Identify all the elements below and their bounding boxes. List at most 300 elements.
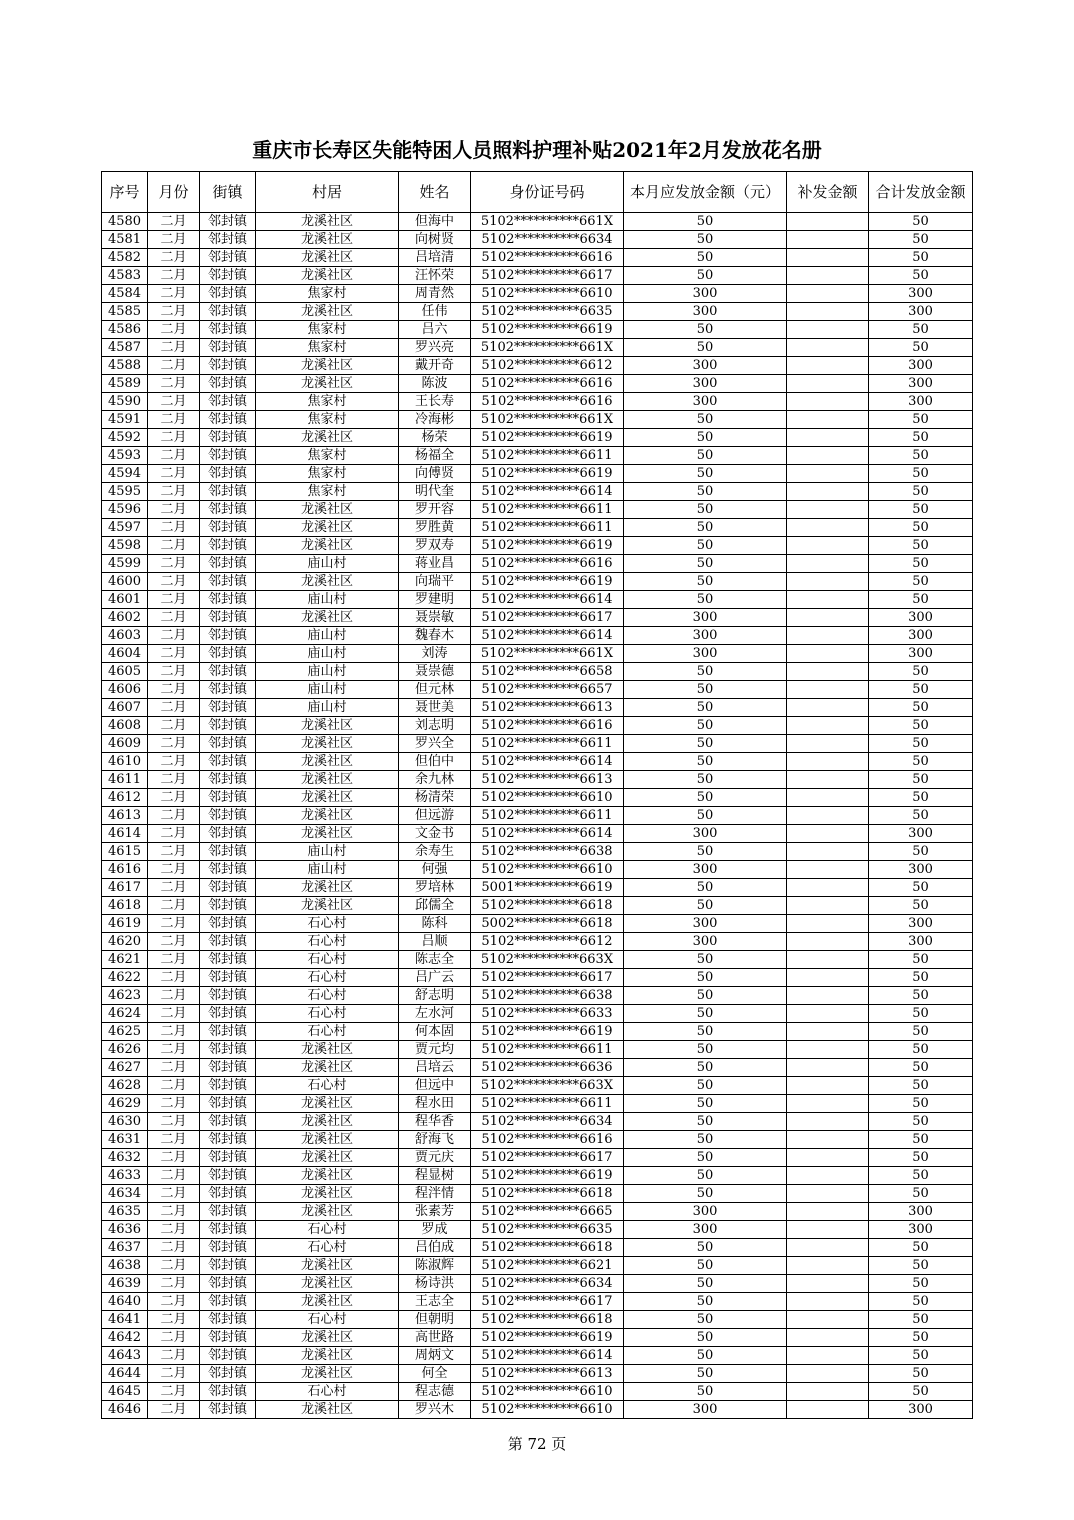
- cell-total: 50: [869, 1347, 973, 1365]
- cell-month: 二月: [148, 1383, 200, 1401]
- cell-month: 二月: [148, 897, 200, 915]
- cell-index: 4642: [102, 1329, 148, 1347]
- cell-name: 陈淑辉: [399, 1257, 471, 1275]
- cell-supplement: [787, 1005, 869, 1023]
- cell-village: 龙溪社区: [256, 789, 399, 807]
- cell-id-number: 5102**********6619: [471, 1329, 624, 1347]
- cell-index: 4639: [102, 1275, 148, 1293]
- cell-town: 邻封镇: [200, 1221, 256, 1239]
- cell-month: 二月: [148, 393, 200, 411]
- cell-supplement: [787, 1401, 869, 1419]
- cell-index: 4624: [102, 1005, 148, 1023]
- table-row: [102, 339, 973, 357]
- table-row: [102, 951, 973, 969]
- cell-month: 二月: [148, 825, 200, 843]
- cell-index: 4603: [102, 627, 148, 645]
- cell-month: 二月: [148, 1275, 200, 1293]
- cell-monthly-amount: 300: [624, 915, 787, 933]
- cell-total: 50: [869, 1005, 973, 1023]
- cell-month: 二月: [148, 1059, 200, 1077]
- table-row: [102, 1149, 973, 1167]
- table-row: [102, 375, 973, 393]
- table-row: [102, 807, 973, 825]
- cell-id-number: 5102**********6633: [471, 1005, 624, 1023]
- cell-village: 庙山村: [256, 663, 399, 681]
- cell-total: 50: [869, 789, 973, 807]
- cell-town: 邻封镇: [200, 1059, 256, 1077]
- col-header-monthly-amount: 本月应发放金额（元）: [624, 172, 787, 213]
- cell-index: 4582: [102, 249, 148, 267]
- cell-town: 邻封镇: [200, 1239, 256, 1257]
- cell-town: 邻封镇: [200, 519, 256, 537]
- cell-id-number: 5102**********6618: [471, 1311, 624, 1329]
- col-header-index: 序号: [102, 172, 148, 213]
- cell-village: 龙溪社区: [256, 1149, 399, 1167]
- cell-town: 邻封镇: [200, 645, 256, 663]
- cell-supplement: [787, 825, 869, 843]
- cell-index: 4638: [102, 1257, 148, 1275]
- cell-total: 50: [869, 1059, 973, 1077]
- cell-id-number: 5102**********6619: [471, 321, 624, 339]
- cell-total: 50: [869, 573, 973, 591]
- cell-monthly-amount: 50: [624, 951, 787, 969]
- cell-village: 龙溪社区: [256, 375, 399, 393]
- cell-total: 50: [869, 1095, 973, 1113]
- cell-supplement: [787, 861, 869, 879]
- table-row: [102, 483, 973, 501]
- cell-town: 邻封镇: [200, 339, 256, 357]
- cell-month: 二月: [148, 1041, 200, 1059]
- cell-total: 50: [869, 591, 973, 609]
- cell-supplement: [787, 1095, 869, 1113]
- cell-id-number: 5102**********6614: [471, 825, 624, 843]
- cell-town: 邻封镇: [200, 303, 256, 321]
- cell-total: 50: [869, 1383, 973, 1401]
- cell-town: 邻封镇: [200, 1023, 256, 1041]
- cell-name: 罗开容: [399, 501, 471, 519]
- cell-total: 50: [869, 1311, 973, 1329]
- cell-month: 二月: [148, 483, 200, 501]
- cell-monthly-amount: 50: [624, 249, 787, 267]
- cell-index: 4587: [102, 339, 148, 357]
- cell-village: 龙溪社区: [256, 1347, 399, 1365]
- table-row: [102, 267, 973, 285]
- cell-monthly-amount: 300: [624, 375, 787, 393]
- cell-supplement: [787, 393, 869, 411]
- cell-month: 二月: [148, 519, 200, 537]
- cell-id-number: 5102**********6614: [471, 753, 624, 771]
- cell-monthly-amount: 50: [624, 321, 787, 339]
- table-row: [102, 1383, 973, 1401]
- cell-supplement: [787, 501, 869, 519]
- table-row: [102, 843, 973, 861]
- cell-village: 庙山村: [256, 555, 399, 573]
- cell-id-number: 5102**********6618: [471, 1239, 624, 1257]
- cell-monthly-amount: 50: [624, 1347, 787, 1365]
- cell-town: 邻封镇: [200, 1203, 256, 1221]
- cell-id-number: 5102**********6657: [471, 681, 624, 699]
- cell-village: 庙山村: [256, 681, 399, 699]
- cell-month: 二月: [148, 609, 200, 627]
- cell-name: 王长寿: [399, 393, 471, 411]
- cell-town: 邻封镇: [200, 609, 256, 627]
- cell-total: 300: [869, 915, 973, 933]
- cell-name: 罗建明: [399, 591, 471, 609]
- cell-month: 二月: [148, 429, 200, 447]
- cell-monthly-amount: 300: [624, 933, 787, 951]
- cell-monthly-amount: 50: [624, 753, 787, 771]
- col-header-id-number: 身份证号码: [471, 172, 624, 213]
- cell-month: 二月: [148, 627, 200, 645]
- table-row: [102, 285, 973, 303]
- cell-supplement: [787, 1329, 869, 1347]
- cell-town: 邻封镇: [200, 537, 256, 555]
- cell-month: 二月: [148, 987, 200, 1005]
- cell-monthly-amount: 50: [624, 681, 787, 699]
- cell-id-number: 5102**********6619: [471, 573, 624, 591]
- cell-month: 二月: [148, 213, 200, 231]
- cell-monthly-amount: 300: [624, 609, 787, 627]
- cell-monthly-amount: 50: [624, 1275, 787, 1293]
- table-row: [102, 447, 973, 465]
- cell-monthly-amount: 50: [624, 1293, 787, 1311]
- cell-total: 50: [869, 771, 973, 789]
- cell-id-number: 5102**********6611: [471, 807, 624, 825]
- cell-monthly-amount: 50: [624, 1383, 787, 1401]
- cell-id-number: 5102**********6621: [471, 1257, 624, 1275]
- cell-town: 邻封镇: [200, 825, 256, 843]
- cell-total: 300: [869, 1401, 973, 1419]
- cell-month: 二月: [148, 645, 200, 663]
- cell-index: 4644: [102, 1365, 148, 1383]
- cell-village: 焦家村: [256, 339, 399, 357]
- cell-id-number: 5102**********6618: [471, 897, 624, 915]
- cell-supplement: [787, 447, 869, 465]
- cell-village: 焦家村: [256, 393, 399, 411]
- table-row: [102, 591, 973, 609]
- cell-village: 龙溪社区: [256, 1041, 399, 1059]
- cell-index: 4617: [102, 879, 148, 897]
- cell-supplement: [787, 969, 869, 987]
- cell-name: 罗胜黄: [399, 519, 471, 537]
- cell-name: 吕六: [399, 321, 471, 339]
- cell-name: 文金书: [399, 825, 471, 843]
- table-row: [102, 1347, 973, 1365]
- cell-village: 龙溪社区: [256, 1095, 399, 1113]
- table-row: [102, 1275, 973, 1293]
- cell-name: 周青然: [399, 285, 471, 303]
- cell-id-number: 5102**********6638: [471, 843, 624, 861]
- cell-id-number: 5102**********6610: [471, 861, 624, 879]
- cell-month: 二月: [148, 537, 200, 555]
- cell-village: 龙溪社区: [256, 825, 399, 843]
- cell-id-number: 5102**********6665: [471, 1203, 624, 1221]
- cell-total: 50: [869, 1149, 973, 1167]
- col-header-name: 姓名: [399, 172, 471, 213]
- cell-monthly-amount: 300: [624, 861, 787, 879]
- cell-supplement: [787, 735, 869, 753]
- cell-month: 二月: [148, 321, 200, 339]
- cell-town: 邻封镇: [200, 429, 256, 447]
- cell-town: 邻封镇: [200, 1185, 256, 1203]
- cell-index: 4600: [102, 573, 148, 591]
- cell-supplement: [787, 1059, 869, 1077]
- cell-name: 戴开奇: [399, 357, 471, 375]
- cell-id-number: 5102**********6610: [471, 789, 624, 807]
- cell-monthly-amount: 50: [624, 429, 787, 447]
- cell-total: 300: [869, 825, 973, 843]
- cell-town: 邻封镇: [200, 753, 256, 771]
- cell-name: 罗双寿: [399, 537, 471, 555]
- cell-village: 龙溪社区: [256, 753, 399, 771]
- cell-total: 300: [869, 1221, 973, 1239]
- cell-town: 邻封镇: [200, 1077, 256, 1095]
- cell-id-number: 5102**********6634: [471, 1275, 624, 1293]
- cell-name: 罗兴亮: [399, 339, 471, 357]
- cell-monthly-amount: 50: [624, 843, 787, 861]
- cell-id-number: 5102**********6619: [471, 1023, 624, 1041]
- cell-total: 50: [869, 1239, 973, 1257]
- cell-monthly-amount: 300: [624, 627, 787, 645]
- table-row: [102, 573, 973, 591]
- cell-supplement: [787, 1365, 869, 1383]
- cell-index: 4580: [102, 213, 148, 231]
- cell-index: 4631: [102, 1131, 148, 1149]
- cell-id-number: 5102**********6616: [471, 717, 624, 735]
- cell-month: 二月: [148, 753, 200, 771]
- cell-village: 龙溪社区: [256, 1131, 399, 1149]
- cell-monthly-amount: 300: [624, 645, 787, 663]
- cell-town: 邻封镇: [200, 1365, 256, 1383]
- cell-supplement: [787, 1113, 869, 1131]
- cell-monthly-amount: 50: [624, 735, 787, 753]
- cell-index: 4632: [102, 1149, 148, 1167]
- cell-name: 吕顺: [399, 933, 471, 951]
- table-row: [102, 645, 973, 663]
- cell-town: 邻封镇: [200, 213, 256, 231]
- cell-supplement: [787, 933, 869, 951]
- cell-index: 4627: [102, 1059, 148, 1077]
- cell-name: 陈科: [399, 915, 471, 933]
- page-number: 第 72 页: [507, 1435, 567, 1453]
- cell-monthly-amount: 300: [624, 1203, 787, 1221]
- table-row: [102, 1365, 973, 1383]
- cell-month: 二月: [148, 1203, 200, 1221]
- cell-supplement: [787, 663, 869, 681]
- cell-id-number: 5102**********6610: [471, 1401, 624, 1419]
- cell-town: 邻封镇: [200, 897, 256, 915]
- cell-id-number: 5102**********6616: [471, 393, 624, 411]
- cell-monthly-amount: 50: [624, 1005, 787, 1023]
- cell-supplement: [787, 1275, 869, 1293]
- cell-month: 二月: [148, 1095, 200, 1113]
- cell-village: 龙溪社区: [256, 771, 399, 789]
- cell-index: 4591: [102, 411, 148, 429]
- page-title: 重庆市长寿区失能特困人员照料护理补贴2021年2月发放花名册: [252, 138, 822, 162]
- cell-month: 二月: [148, 1401, 200, 1419]
- cell-index: 4605: [102, 663, 148, 681]
- cell-name: 杨诗洪: [399, 1275, 471, 1293]
- cell-village: 石心村: [256, 1383, 399, 1401]
- cell-total: 50: [869, 969, 973, 987]
- cell-total: 50: [869, 843, 973, 861]
- cell-index: 4630: [102, 1113, 148, 1131]
- cell-id-number: 5102**********6638: [471, 987, 624, 1005]
- cell-total: 50: [869, 699, 973, 717]
- cell-town: 邻封镇: [200, 375, 256, 393]
- cell-month: 二月: [148, 1005, 200, 1023]
- cell-month: 二月: [148, 1167, 200, 1185]
- table-row: [102, 987, 973, 1005]
- cell-village: 龙溪社区: [256, 573, 399, 591]
- cell-supplement: [787, 1131, 869, 1149]
- cell-name: 但伯中: [399, 753, 471, 771]
- col-header-month: 月份: [148, 172, 200, 213]
- cell-name: 邱儒全: [399, 897, 471, 915]
- cell-supplement: [787, 267, 869, 285]
- cell-month: 二月: [148, 267, 200, 285]
- cell-village: 龙溪社区: [256, 717, 399, 735]
- table-row: [102, 879, 973, 897]
- cell-supplement: [787, 1239, 869, 1257]
- cell-index: 4593: [102, 447, 148, 465]
- cell-supplement: [787, 483, 869, 501]
- cell-monthly-amount: 50: [624, 1257, 787, 1275]
- cell-index: 4618: [102, 897, 148, 915]
- cell-total: 50: [869, 807, 973, 825]
- table-row: [102, 1113, 973, 1131]
- cell-town: 邻封镇: [200, 717, 256, 735]
- cell-supplement: [787, 1167, 869, 1185]
- cell-index: 4610: [102, 753, 148, 771]
- cell-month: 二月: [148, 843, 200, 861]
- cell-month: 二月: [148, 375, 200, 393]
- cell-id-number: 5102**********6617: [471, 969, 624, 987]
- cell-village: 龙溪社区: [256, 1275, 399, 1293]
- cell-month: 二月: [148, 951, 200, 969]
- cell-index: 4581: [102, 231, 148, 249]
- cell-name: 任伟: [399, 303, 471, 321]
- cell-village: 龙溪社区: [256, 735, 399, 753]
- cell-supplement: [787, 375, 869, 393]
- cell-total: 50: [869, 213, 973, 231]
- cell-village: 龙溪社区: [256, 231, 399, 249]
- cell-name: 杨清荣: [399, 789, 471, 807]
- cell-name: 但元林: [399, 681, 471, 699]
- cell-total: 300: [869, 393, 973, 411]
- table-row: [102, 1257, 973, 1275]
- cell-monthly-amount: 50: [624, 771, 787, 789]
- cell-supplement: [787, 411, 869, 429]
- cell-village: 龙溪社区: [256, 1113, 399, 1131]
- cell-monthly-amount: 300: [624, 825, 787, 843]
- cell-month: 二月: [148, 1149, 200, 1167]
- cell-name: 程华香: [399, 1113, 471, 1131]
- cell-id-number: 5102**********6616: [471, 555, 624, 573]
- cell-town: 邻封镇: [200, 933, 256, 951]
- cell-index: 4626: [102, 1041, 148, 1059]
- cell-id-number: 5102**********6616: [471, 375, 624, 393]
- cell-supplement: [787, 303, 869, 321]
- cell-index: 4595: [102, 483, 148, 501]
- table-row: [102, 321, 973, 339]
- cell-supplement: [787, 1185, 869, 1203]
- cell-village: 石心村: [256, 1023, 399, 1041]
- cell-id-number: 5102**********6658: [471, 663, 624, 681]
- cell-supplement: [787, 897, 869, 915]
- cell-index: 4597: [102, 519, 148, 537]
- cell-monthly-amount: 300: [624, 1401, 787, 1419]
- cell-monthly-amount: 50: [624, 699, 787, 717]
- cell-village: 石心村: [256, 1239, 399, 1257]
- cell-id-number: 5102**********6614: [471, 591, 624, 609]
- cell-month: 二月: [148, 861, 200, 879]
- cell-id-number: 5102**********6619: [471, 537, 624, 555]
- cell-name: 王志全: [399, 1293, 471, 1311]
- cell-monthly-amount: 50: [624, 1239, 787, 1257]
- cell-supplement: [787, 609, 869, 627]
- cell-town: 邻封镇: [200, 663, 256, 681]
- cell-total: 50: [869, 1293, 973, 1311]
- table-row: [102, 825, 973, 843]
- cell-town: 邻封镇: [200, 681, 256, 699]
- table-row: [102, 519, 973, 537]
- cell-village: 龙溪社区: [256, 1293, 399, 1311]
- cell-monthly-amount: 50: [624, 519, 787, 537]
- cell-supplement: [787, 807, 869, 825]
- cell-total: 300: [869, 357, 973, 375]
- cell-town: 邻封镇: [200, 735, 256, 753]
- cell-index: 4629: [102, 1095, 148, 1113]
- cell-village: 龙溪社区: [256, 213, 399, 231]
- table-row: [102, 663, 973, 681]
- cell-index: 4598: [102, 537, 148, 555]
- cell-name: 聂崇德: [399, 663, 471, 681]
- cell-monthly-amount: 50: [624, 447, 787, 465]
- cell-id-number: 5102**********6617: [471, 1293, 624, 1311]
- cell-total: 50: [869, 1257, 973, 1275]
- cell-monthly-amount: 50: [624, 1059, 787, 1077]
- cell-village: 石心村: [256, 987, 399, 1005]
- cell-name: 程泮情: [399, 1185, 471, 1203]
- cell-town: 邻封镇: [200, 591, 256, 609]
- cell-index: 4607: [102, 699, 148, 717]
- table-row: [102, 1185, 973, 1203]
- cell-town: 邻封镇: [200, 483, 256, 501]
- cell-total: 300: [869, 861, 973, 879]
- cell-village: 龙溪社区: [256, 303, 399, 321]
- cell-village: 庙山村: [256, 699, 399, 717]
- cell-id-number: 5102**********6634: [471, 231, 624, 249]
- cell-index: 4612: [102, 789, 148, 807]
- cell-village: 龙溪社区: [256, 1203, 399, 1221]
- cell-town: 邻封镇: [200, 1131, 256, 1149]
- cell-supplement: [787, 249, 869, 267]
- cell-month: 二月: [148, 1329, 200, 1347]
- cell-name: 聂崇敏: [399, 609, 471, 627]
- cell-index: 4601: [102, 591, 148, 609]
- cell-total: 50: [869, 537, 973, 555]
- cell-index: 4640: [102, 1293, 148, 1311]
- cell-total: 50: [869, 753, 973, 771]
- cell-total: 300: [869, 609, 973, 627]
- cell-supplement: [787, 1149, 869, 1167]
- cell-total: 50: [869, 267, 973, 285]
- cell-supplement: [787, 465, 869, 483]
- cell-month: 二月: [148, 735, 200, 753]
- cell-name: 聂世美: [399, 699, 471, 717]
- cell-village: 庙山村: [256, 591, 399, 609]
